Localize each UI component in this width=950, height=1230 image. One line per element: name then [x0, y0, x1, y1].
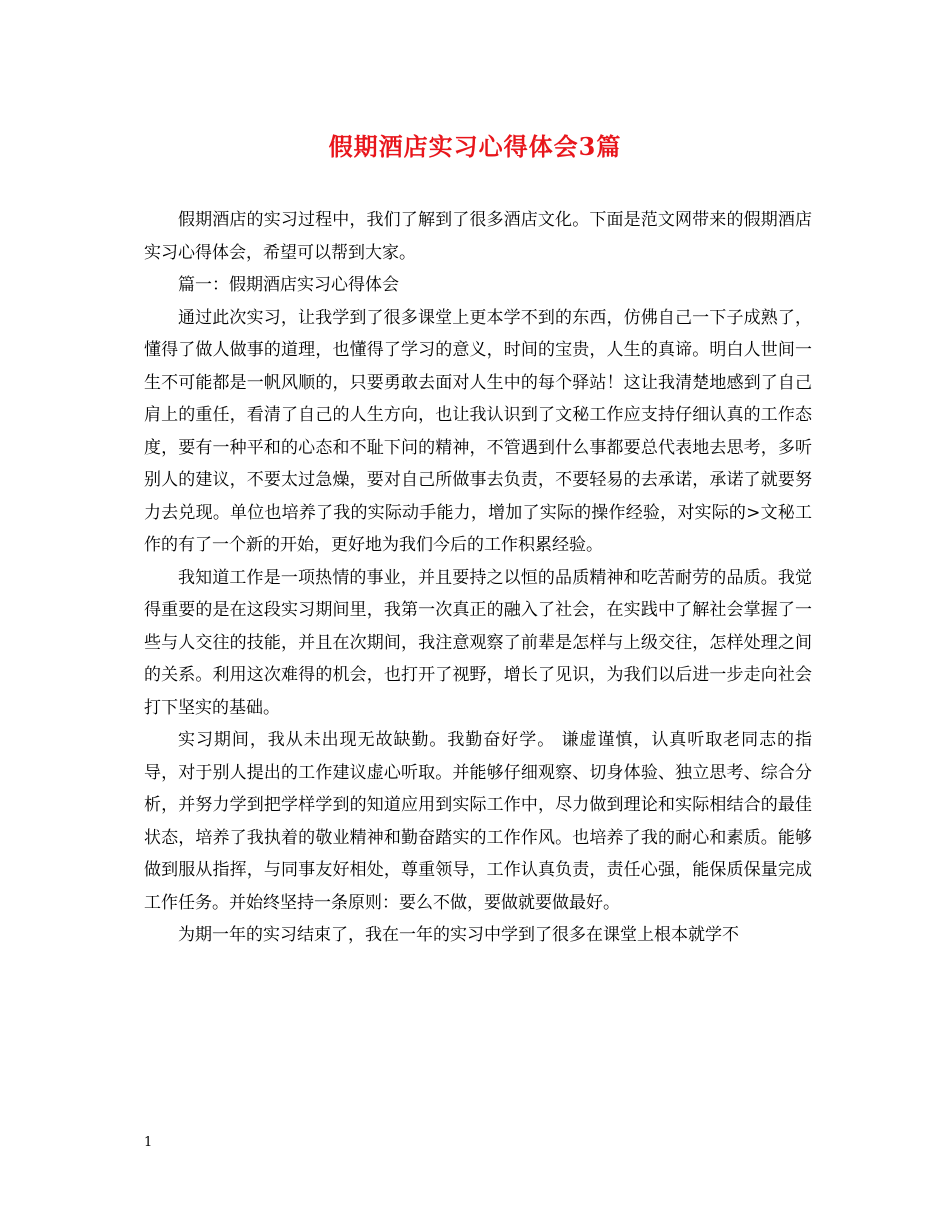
- page-number: 1: [144, 1135, 153, 1150]
- document-body: [144, 204, 812, 952]
- section-heading: 篇一：假期酒店实习心得体会: [178, 275, 399, 295]
- paragraph: 我知道工作是一项热情的事业，并且要持之以恒的品质精神和吃苦耐劳的品质。我觉得重要的是在这段实习期间里，我第一次真正的融入了社会，在实践中了解社会掌握了一些与人交往的技能，并且在次期间，我注意观察了前辈是怎样与上级交往，怎样处理之间的关系。利用这次难得的机会，也打开了视野，增长了见识，为我们以后进一步走向社会打下坚实的基础。: [144, 567, 812, 718]
- document-title: 假期酒店实习心得体会3篇: [328, 132, 622, 161]
- paragraph: 实习期间，我从未出现无故缺勤。我勤奋好学。 谦虚谨慎，认真听取老同志的指导，对于别人提出的工作建议虚心听取。并能够仔细观察、切身体验、独立思考、综合分析，并努力学到把学样学到的知道应用到实际工作中，尽力做到理论和实际相结合的最佳状态，培养了我执着的敬业精神和勤奋踏实的工作作风。也培养了我的耐心和素质。能够做到服从指挥，与同事友好相处，尊重领导，工作认真负责，责任心强，能保质保量完成工作任务。并始终坚持一条原则：要么不做，要做就要做最好。: [144, 730, 812, 913]
- paragraph-intro: 假期酒店的实习过程中，我们了解到了很多酒店文化。下面是范文网带来的假期酒店实习心得体会，希望可以帮到大家。: [144, 210, 812, 263]
- paragraph: 为期一年的实习结束了，我在一年的实习中学到了很多在课堂上根本就学不: [178, 925, 739, 945]
- paragraph: 通过此次实习，让我学到了很多课堂上更本学不到的东西，仿佛自己一下子成熟了，懂得了做人做事的道理，也懂得了学习的意义，时间的宝贵，人生的真谛。明白人世间一生不可能都是一帆风顺的，只要勇敢去面对人生中的每个驿站！这让我清楚地感到了自己肩上的重任，看清了自己的人生方向，也让我认识到了文秘工作应支持仔细认真的工作态度，要有一种平和的心态和不耻下问的精神，不管遇到什么事都要总代表地去思考，多听别人的建议，不要太过急燥，要对自己所做事去负责，不要轻易的去承诺，承诺了就要努力去兑现。单位也培养了我的实际动手能力，增加了实际的操作经验，对实际的>文秘工作的有了一个新的开始，更好地为我们今后的工作积累经验。: [144, 307, 812, 555]
